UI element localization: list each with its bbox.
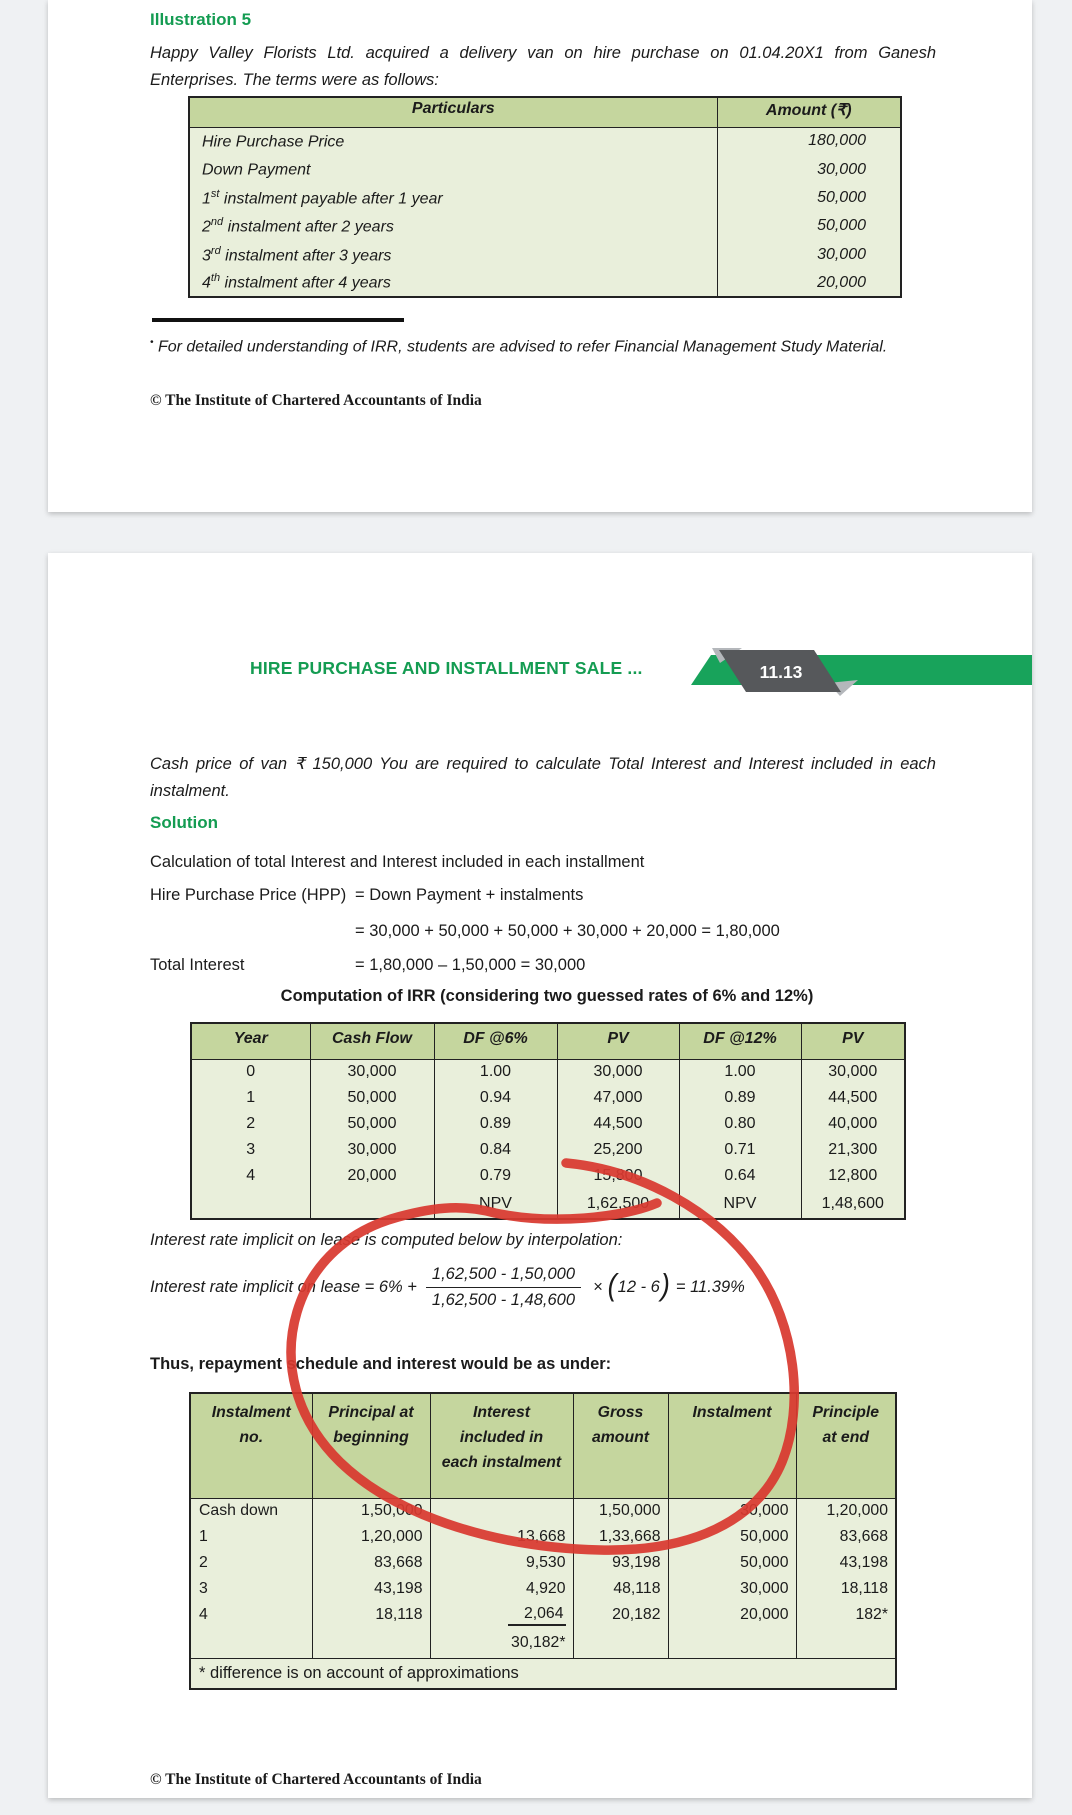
formula-result: = 11.39%	[675, 1278, 745, 1296]
irr-npv-label: NPV	[434, 1189, 557, 1219]
schedule-header-row	[190, 1393, 896, 1498]
irr-table	[190, 1022, 906, 1220]
table-row	[189, 127, 901, 155]
schedule-cell: 93,198	[573, 1550, 668, 1576]
irr-cell: 25,200	[557, 1137, 679, 1163]
irr-npv-label: NPV	[679, 1189, 801, 1219]
schedule-cell: 50,000	[668, 1524, 796, 1550]
col-header-principal-beginning: Principal at beginning	[312, 1393, 430, 1498]
particular-amount: 20,000	[717, 269, 901, 297]
particular-amount: 180,000	[717, 127, 901, 155]
irr-cell: 0	[191, 1059, 310, 1085]
schedule-cell: 83,668	[796, 1524, 896, 1550]
particular-label: 4th instalment after 4 years	[189, 269, 717, 297]
irr-cell: 0.71	[679, 1137, 801, 1163]
irr-cell: 44,500	[801, 1085, 905, 1111]
schedule-row	[190, 1524, 896, 1550]
irr-cell: 15,800	[557, 1163, 679, 1189]
irr-cell: 50,000	[310, 1085, 434, 1111]
irr-cell: 30,000	[310, 1137, 434, 1163]
col-header-interest-included: Interest included in each instalment	[430, 1393, 573, 1498]
interpolation-formula	[150, 1265, 745, 1310]
table-row	[189, 184, 901, 212]
schedule-cell: 48,118	[573, 1576, 668, 1602]
schedule-cell: 1,20,000	[312, 1524, 430, 1550]
schedule-total-row	[190, 1628, 896, 1658]
schedule-footnote-row	[190, 1658, 896, 1689]
particular-amount: 30,000	[717, 241, 901, 269]
irr-cell: 30,000	[801, 1059, 905, 1085]
irr-cell: 30,000	[557, 1059, 679, 1085]
document-page-1	[48, 0, 1032, 512]
hpp-label: Hire Purchase Price (HPP)	[150, 886, 347, 904]
schedule-cell-interest-final: 2,064	[430, 1602, 573, 1628]
formula-fraction	[426, 1265, 581, 1310]
interpolation-line: Interest rate implicit on lease is computed below by interpolation:	[150, 1231, 623, 1249]
schedule-cell: 1,33,668	[573, 1524, 668, 1550]
irr-cell: 50,000	[310, 1111, 434, 1137]
schedule-cell: 83,668	[312, 1550, 430, 1576]
schedule-cell: 1,20,000	[796, 1498, 896, 1524]
particular-amount: 30,000	[717, 155, 901, 183]
repayment-schedule-table	[189, 1392, 897, 1690]
irr-cell: 30,000	[310, 1059, 434, 1085]
schedule-cell: 4	[190, 1602, 312, 1628]
col-header-cash-flow: Cash Flow	[310, 1023, 434, 1059]
col-header-principle-end: Principle at end	[796, 1393, 896, 1498]
schedule-row	[190, 1550, 896, 1576]
col-header-pv6: PV	[557, 1023, 679, 1059]
col-header-pv12: PV	[801, 1023, 905, 1059]
schedule-cell: 43,198	[796, 1550, 896, 1576]
irr-cell: 0.89	[434, 1111, 557, 1137]
particular-label: Hire Purchase Price	[189, 127, 717, 155]
irr-header-row	[191, 1023, 905, 1059]
irr-cell: 2	[191, 1111, 310, 1137]
formula-lhs: Interest rate implicit on lease = 6% +	[150, 1278, 417, 1296]
chapter-title: HIRE PURCHASE AND INSTALLMENT SALE ...	[250, 658, 643, 678]
irr-table-title: Computation of IRR (considering two guessed rates of 6% and 12%)	[280, 987, 814, 1005]
schedule-cell: 18,118	[796, 1576, 896, 1602]
schedule-cell: 1,50,000	[312, 1498, 430, 1524]
col-header-df6: DF @6%	[434, 1023, 557, 1059]
particular-label: 2nd instalment after 2 years	[189, 212, 717, 240]
schedule-cell: 30,000	[668, 1498, 796, 1524]
schedule-cell: 1	[190, 1524, 312, 1550]
schedule-total-interest: 30,182*	[430, 1628, 573, 1658]
schedule-cell: 182*	[796, 1602, 896, 1628]
total-interest-label: Total Interest	[150, 956, 245, 974]
schedule-cell	[190, 1628, 312, 1658]
particular-label: Down Payment	[189, 155, 717, 183]
particular-label: 1st instalment payable after 1 year	[189, 184, 717, 212]
irr-row	[191, 1163, 905, 1189]
col-header-df12: DF @12%	[679, 1023, 801, 1059]
page-number: 11.13	[759, 662, 803, 682]
schedule-cell	[312, 1628, 430, 1658]
hpp-equation-2: = 30,000 + 50,000 + 50,000 + 30,000 + 20,000 = 1,80,000	[355, 922, 780, 940]
table-row	[189, 269, 901, 297]
document-page-2	[48, 553, 1032, 1798]
col-header-gross-amount: Gross amount	[573, 1393, 668, 1498]
chapter-banner	[48, 553, 1032, 713]
particular-amount: 50,000	[717, 212, 901, 240]
irr-cell: 47,000	[557, 1085, 679, 1111]
irr-npv-row	[191, 1189, 905, 1219]
schedule-cell: 50,000	[668, 1550, 796, 1576]
schedule-footnote: * difference is on account of approximations	[190, 1658, 896, 1689]
table-row	[189, 241, 901, 269]
schedule-row	[190, 1498, 896, 1524]
schedule-cell: 13,668	[430, 1524, 573, 1550]
footnote-divider	[152, 318, 404, 322]
formula-times: ×	[593, 1278, 603, 1296]
formula-open-paren: (	[607, 1267, 617, 1302]
particulars-table	[188, 96, 902, 298]
irr-cell: 4	[191, 1163, 310, 1189]
formula-denominator: 1,62,500 - 1,48,600	[426, 1287, 581, 1310]
schedule-cell: 20,000	[668, 1602, 796, 1628]
irr-row	[191, 1085, 905, 1111]
schedule-cell	[668, 1628, 796, 1658]
irr-cell: 21,300	[801, 1137, 905, 1163]
schedule-cell: 20,182	[573, 1602, 668, 1628]
footnote: • For detailed understanding of IRR, students are advised to refer Financial Management Study Material.	[150, 337, 888, 356]
formula-paren-content: 12 - 6	[617, 1278, 660, 1296]
solution-heading: Solution	[150, 813, 218, 832]
particular-label: 3rd instalment after 3 years	[189, 241, 717, 269]
irr-npv-value-12: 1,48,600	[801, 1189, 905, 1219]
irr-cell: 0.89	[679, 1085, 801, 1111]
footnote-marker: •	[150, 337, 154, 348]
schedule-cell	[573, 1628, 668, 1658]
schedule-cell: 43,198	[312, 1576, 430, 1602]
irr-cell: 20,000	[310, 1163, 434, 1189]
irr-cell: 0.64	[679, 1163, 801, 1189]
irr-cell: 12,800	[801, 1163, 905, 1189]
schedule-cell: 1,50,000	[573, 1498, 668, 1524]
irr-cell: 44,500	[557, 1111, 679, 1137]
irr-row	[191, 1111, 905, 1137]
hpp-equation-1: = Down Payment + instalments	[355, 886, 584, 904]
calculation-line: Calculation of total Interest and Interest included in each installment	[150, 853, 645, 871]
schedule-cell: 18,118	[312, 1602, 430, 1628]
formula-close-paren: )	[660, 1267, 670, 1302]
schedule-cell: Cash down	[190, 1498, 312, 1524]
illustration-heading: Illustration 5	[150, 10, 252, 29]
irr-npv-value-6: 1,62,500	[557, 1189, 679, 1219]
copyright-line: © The Institute of Chartered Accountants of India	[150, 392, 482, 409]
copyright-line: © The Institute of Chartered Accountants of India	[150, 1771, 482, 1788]
schedule-row	[190, 1602, 896, 1628]
schedule-cell: 2	[190, 1550, 312, 1576]
schedule-cell: 4,920	[430, 1576, 573, 1602]
repayment-schedule-line: Thus, repayment schedule and interest would be as under:	[150, 1355, 612, 1373]
schedule-cell	[430, 1498, 573, 1524]
schedule-cell: 9,530	[430, 1550, 573, 1576]
total-interest-equation: = 1,80,000 – 1,50,000 = 30,000	[355, 956, 586, 974]
table-header-row	[189, 97, 901, 127]
irr-cell: 0.80	[679, 1111, 801, 1137]
irr-cell: 40,000	[801, 1111, 905, 1137]
irr-cell: 1.00	[434, 1059, 557, 1085]
irr-cell	[310, 1189, 434, 1219]
col-header-instalment-no: Instalment no.	[190, 1393, 312, 1498]
table-row	[189, 155, 901, 183]
col-header-amount: Amount (₹)	[717, 97, 901, 127]
col-header-instalment: Instalment	[668, 1393, 796, 1498]
irr-cell: 3	[191, 1137, 310, 1163]
schedule-row	[190, 1576, 896, 1602]
problem-paragraph: Cash price of van ₹ 150,000 You are required to calculate Total Interest and Interest included in each instalment.	[150, 755, 936, 800]
col-header-particulars: Particulars	[189, 97, 717, 127]
particular-amount: 50,000	[717, 184, 901, 212]
irr-cell: 0.84	[434, 1137, 557, 1163]
formula-numerator: 1,62,500 - 1,50,000	[431, 1265, 576, 1283]
irr-row	[191, 1137, 905, 1163]
irr-row	[191, 1059, 905, 1085]
irr-cell: 1	[191, 1085, 310, 1111]
col-header-year: Year	[191, 1023, 310, 1059]
schedule-cell	[796, 1628, 896, 1658]
intro-paragraph: Happy Valley Florists Ltd. acquired a delivery van on hire purchase on 01.04.20X1 from Ganesh Enterprises. The terms were as follows:	[150, 44, 936, 89]
irr-cell: 0.94	[434, 1085, 557, 1111]
irr-cell: 1.00	[679, 1059, 801, 1085]
irr-cell: 0.79	[434, 1163, 557, 1189]
schedule-cell: 30,000	[668, 1576, 796, 1602]
irr-cell	[191, 1189, 310, 1219]
table-row	[189, 212, 901, 240]
schedule-cell: 3	[190, 1576, 312, 1602]
